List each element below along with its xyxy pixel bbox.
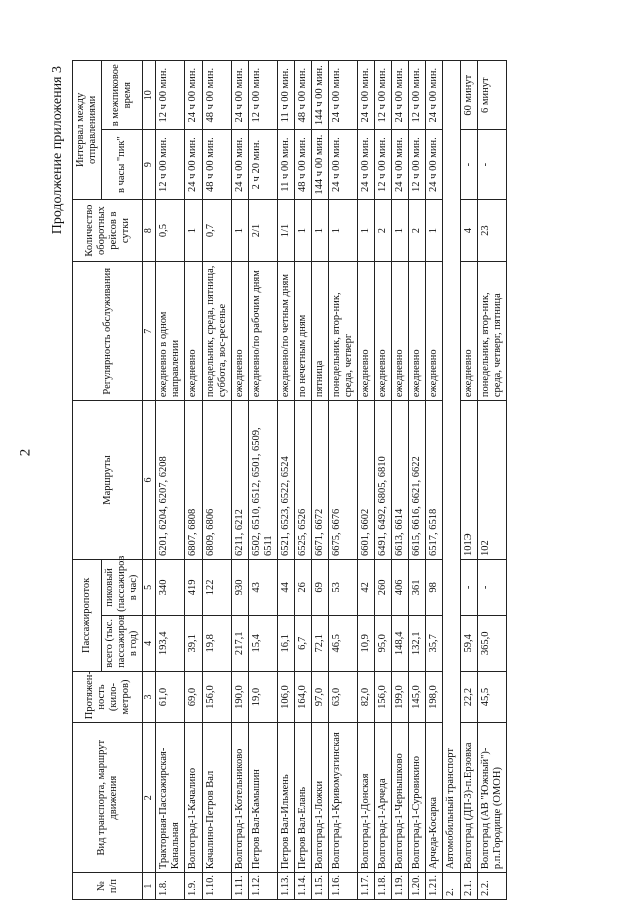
row-interval-peak: 24 ч 00 мин. [185,130,202,199]
row-trips: 0,5 [156,199,185,262]
row-routes: 102 [477,401,506,560]
table-row [202,61,231,900]
row-routes: 6491, 6492, 6805, 6810 [375,401,392,560]
row-routes: 6201, 6204, 6207, 6208 [156,401,185,560]
row-flow-total: 6,7 [294,615,311,671]
row-routes: 6211, 6212 [231,401,248,560]
row-regularity: ежедневно [460,262,477,401]
row-interval-peak: 11 ч 00 мин. [277,130,294,199]
table-row [375,61,392,900]
row-regularity: ежедневно [426,262,443,401]
row-interval-off: 12 ч 00 мин. [375,61,392,130]
page-number: 2 [17,448,34,457]
row-flow-total: 16,1 [277,615,294,671]
row-flow-peak: 406 [392,559,409,615]
row-interval-peak: 12 ч 00 мин. [409,130,426,199]
row-regularity: понедельник, втор-ник, среда, четверг, пятница [477,262,506,401]
header-interval-off: в межпиковое время [102,61,143,130]
column-numbers-row [143,61,156,900]
column-number: 7 [143,262,156,401]
row-interval-off: 11 ч 00 мин. [277,61,294,130]
row-route: Волгоград-1-Чернышково [392,723,409,873]
row-length: 82,0 [358,671,375,722]
row-number: 1.20. [409,873,426,900]
column-number: 6 [143,401,156,560]
header-flow: Пассажиропоток [73,559,102,671]
header-routes: Маршруты [73,401,143,560]
row-interval-off: 6 минут [477,61,506,130]
row-routes: 6807, 6808 [185,401,202,560]
row-interval-peak: 48 ч 00 мин. [294,130,311,199]
row-route: Качалино-Петров Вал [202,723,231,873]
row-interval-peak: - [477,130,506,199]
table-row [392,61,409,900]
row-interval-off: 24 ч 00 мин. [358,61,375,130]
row-regularity: ежедневно/по четным дням [277,262,294,401]
row-number: 1.13. [277,873,294,900]
row-routes: 6521, 6523, 6522, 6524 [277,401,294,560]
row-interval-off: 48 ч 00 мин. [202,61,231,130]
header-length: Протяжен-ность (кило-метров) [73,671,143,722]
row-flow-total: 217,1 [231,615,248,671]
row-length: 145,0 [409,671,426,722]
table-row [311,61,328,900]
row-length: 63,0 [329,671,358,722]
routes-table [72,60,507,900]
column-number: 1 [143,873,156,900]
row-regularity: ежедневно [358,262,375,401]
row-flow-total: 59,4 [460,615,477,671]
row-number: 2.1. [460,873,477,900]
row-route: Петров Вал-Елань [294,723,311,873]
row-number: 1.16. [329,873,358,900]
row-routes: 6525, 6526 [294,401,311,560]
row-interval-off: 24 ч 00 мин. [185,61,202,130]
row-flow-peak: 69 [311,559,328,615]
row-length: 22,2 [460,671,477,722]
row-length: 69,0 [185,671,202,722]
row-trips: 4 [460,199,477,262]
row-route: Волгоград-1-Суровикино [409,723,426,873]
row-trips: 23 [477,199,506,262]
column-number: 10 [143,61,156,130]
row-trips: 2/1 [248,199,277,262]
header-interval-peak: в часы "пик" [102,130,143,199]
section-row [443,61,460,900]
row-interval-off: 24 ч 00 мин. [231,61,248,130]
row-interval-off: 60 минут [460,61,477,130]
row-flow-total: 10,9 [358,615,375,671]
row-routes: 6615, 6616, 6621, 6622 [409,401,426,560]
row-routes: 6671, 6672 [311,401,328,560]
header-trips: Количество оборотных рейсов в сутки [73,199,143,262]
row-route: Волгоград-1-Донская [358,723,375,873]
row-trips: 1/1 [277,199,294,262]
row-routes: 101Э [460,401,477,560]
row-flow-peak: 361 [409,559,426,615]
row-regularity: ежедневно [375,262,392,401]
row-interval-peak: 24 ч 00 мин. [358,130,375,199]
row-flow-peak: 122 [202,559,231,615]
header-interval: Интервал между отправлениями [73,61,102,200]
column-number: 8 [143,199,156,262]
row-flow-peak: 44 [277,559,294,615]
row-number: 1.9. [185,873,202,900]
row-number: 2.2. [477,873,506,900]
row-flow-total: 132,1 [409,615,426,671]
row-interval-off: 48 ч 00 мин. [294,61,311,130]
row-routes: 6675, 6676 [329,401,358,560]
row-interval-off: 144 ч 00 мин. [311,61,328,130]
bus-rows [460,61,506,900]
row-route: Волгоград (АВ "Южный")-р.п.Городище (ОМОН) [477,723,506,873]
row-interval-peak: 24 ч 00 мин. [426,130,443,199]
column-number: 3 [143,671,156,722]
row-routes: 6613, 6614 [392,401,409,560]
row-regularity: пятница [311,262,328,401]
row-interval-peak: 48 ч 00 мин. [202,130,231,199]
row-regularity: ежедневно [392,262,409,401]
row-interval-off: 12 ч 00 мин. [156,61,185,130]
row-interval-peak: 2 ч 20 мин. [248,130,277,199]
rail-rows [156,61,443,900]
column-number: 2 [143,723,156,873]
row-regularity: ежедневно [231,262,248,401]
row-interval-off: 12 ч 00 мин. [409,61,426,130]
row-flow-peak: 340 [156,559,185,615]
row-regularity: понедельник, втор-ник, среда, четверг [329,262,358,401]
row-trips: 1 [426,199,443,262]
row-number: 1.12. [248,873,277,900]
row-length: 156,0 [202,671,231,722]
row-trips: 2 [409,199,426,262]
row-routes: 6809, 6806 [202,401,231,560]
row-flow-peak: 419 [185,559,202,615]
row-interval-off: 24 ч 00 мин. [392,61,409,130]
row-interval-peak: 24 ч 00 мин. [392,130,409,199]
row-regularity: ежедневно/по рабочим дням [248,262,277,401]
row-route: Петров Вал-Ильмень [277,723,294,873]
table-row [248,61,277,900]
continuation-title: Продолжение приложения 3 [50,66,65,235]
table-row [231,61,248,900]
row-length: 106,0 [277,671,294,722]
column-number: 9 [143,130,156,199]
row-interval-peak: 12 ч 00 мин. [156,130,185,199]
row-regularity: понедельник, среда, пятница, суббота, вос-ресенье [202,262,231,401]
row-flow-total: 39,1 [185,615,202,671]
row-length: 199,0 [392,671,409,722]
row-flow-total: 365,0 [477,615,506,671]
column-number: 5 [143,559,156,615]
column-number: 4 [143,615,156,671]
row-regularity: ежедневно в одном направлении [156,262,185,401]
row-route: Волгоград-1-Ложки [311,723,328,873]
header-flow-peak: пиковый (пассажиров в час) [102,559,143,615]
row-trips: 2 [375,199,392,262]
row-trips: 1 [358,199,375,262]
row-flow-total: 148,4 [392,615,409,671]
row-flow-peak: 53 [329,559,358,615]
table-row [358,61,375,900]
row-flow-total: 95,0 [375,615,392,671]
header-route: Вид транспорта, маршрут движения [73,723,143,873]
row-length: 156,0 [375,671,392,722]
row-number: 1.18. [375,873,392,900]
row-trips: 1 [329,199,358,262]
row-number: 1.8. [156,873,185,900]
row-regularity: по нечетным дням [294,262,311,401]
row-number: 1.19. [392,873,409,900]
row-route: Волгоград-1-Котельниково [231,723,248,873]
row-flow-total: 72,1 [311,615,328,671]
section-no: 2. [443,873,460,900]
table-row [329,61,358,900]
row-length: 190,0 [231,671,248,722]
row-number: 1.21. [426,873,443,900]
row-interval-off: 24 ч 00 мин. [329,61,358,130]
row-length: 164,0 [294,671,311,722]
row-trips: 1 [294,199,311,262]
row-flow-peak: - [460,559,477,615]
row-number: 1.11. [231,873,248,900]
table-row [426,61,443,900]
row-interval-peak: 144 ч 00 мин. [311,130,328,199]
row-flow-total: 193,4 [156,615,185,671]
rotated-table-wrapper [50,60,632,900]
header-no: № п/п [73,873,143,900]
row-trips: 1 [311,199,328,262]
table-row [294,61,311,900]
row-interval-peak: - [460,130,477,199]
row-route: Тракторная-Пассажирская-Канальная [156,723,185,873]
row-length: 198,0 [426,671,443,722]
row-route: Волгоград-1-Качалино [185,723,202,873]
row-routes: 6517, 6518 [426,401,443,560]
row-route: Арчеда-Косарка [426,723,443,873]
row-flow-total: 35,7 [426,615,443,671]
row-flow-total: 15,4 [248,615,277,671]
table-row [409,61,426,900]
row-number: 1.14. [294,873,311,900]
table-row [460,61,477,900]
row-number: 1.17. [358,873,375,900]
row-route: Волгоград (ДП-3)-п.Ерзовка [460,723,477,873]
row-interval-peak: 24 ч 00 мин. [329,130,358,199]
header-flow-total: всего (тыс. пассажиров в год) [102,615,143,671]
row-length: 61,0 [156,671,185,722]
row-interval-peak: 24 ч 00 мин. [231,130,248,199]
row-trips: 1 [231,199,248,262]
row-length: 45,5 [477,671,506,722]
row-number: 1.15. [311,873,328,900]
row-interval-peak: 12 ч 00 мин. [375,130,392,199]
row-number: 1.10. [202,873,231,900]
row-flow-total: 46,5 [329,615,358,671]
row-flow-peak: 98 [426,559,443,615]
table-row [156,61,185,900]
row-routes: 6601, 6602 [358,401,375,560]
row-flow-peak: 930 [231,559,248,615]
row-regularity: ежедневно [409,262,426,401]
section-title: Автомобильный транспорт [443,61,460,873]
table-row [277,61,294,900]
row-length: 19,0 [248,671,277,722]
table-row [477,61,506,900]
row-flow-peak: 42 [358,559,375,615]
row-flow-peak: 43 [248,559,277,615]
row-flow-total: 19,8 [202,615,231,671]
row-trips: 0,7 [202,199,231,262]
row-length: 97,0 [311,671,328,722]
row-regularity: ежедневно [185,262,202,401]
row-route: Волгоград-1-Арчеда [375,723,392,873]
row-trips: 1 [392,199,409,262]
row-route: Волгоград-1-Кривомузгинская [329,723,358,873]
row-interval-off: 24 ч 00 мин. [426,61,443,130]
row-route: Петров Вал-Камышин [248,723,277,873]
row-flow-peak: 26 [294,559,311,615]
row-routes: 6502, 6510, 6512, 6501, 6509, 6511 [248,401,277,560]
table-row [185,61,202,900]
row-interval-off: 12 ч 00 мин. [248,61,277,130]
row-flow-peak: - [477,559,506,615]
row-flow-peak: 260 [375,559,392,615]
header-regularity: Регулярность обслуживания [73,262,143,401]
row-trips: 1 [185,199,202,262]
